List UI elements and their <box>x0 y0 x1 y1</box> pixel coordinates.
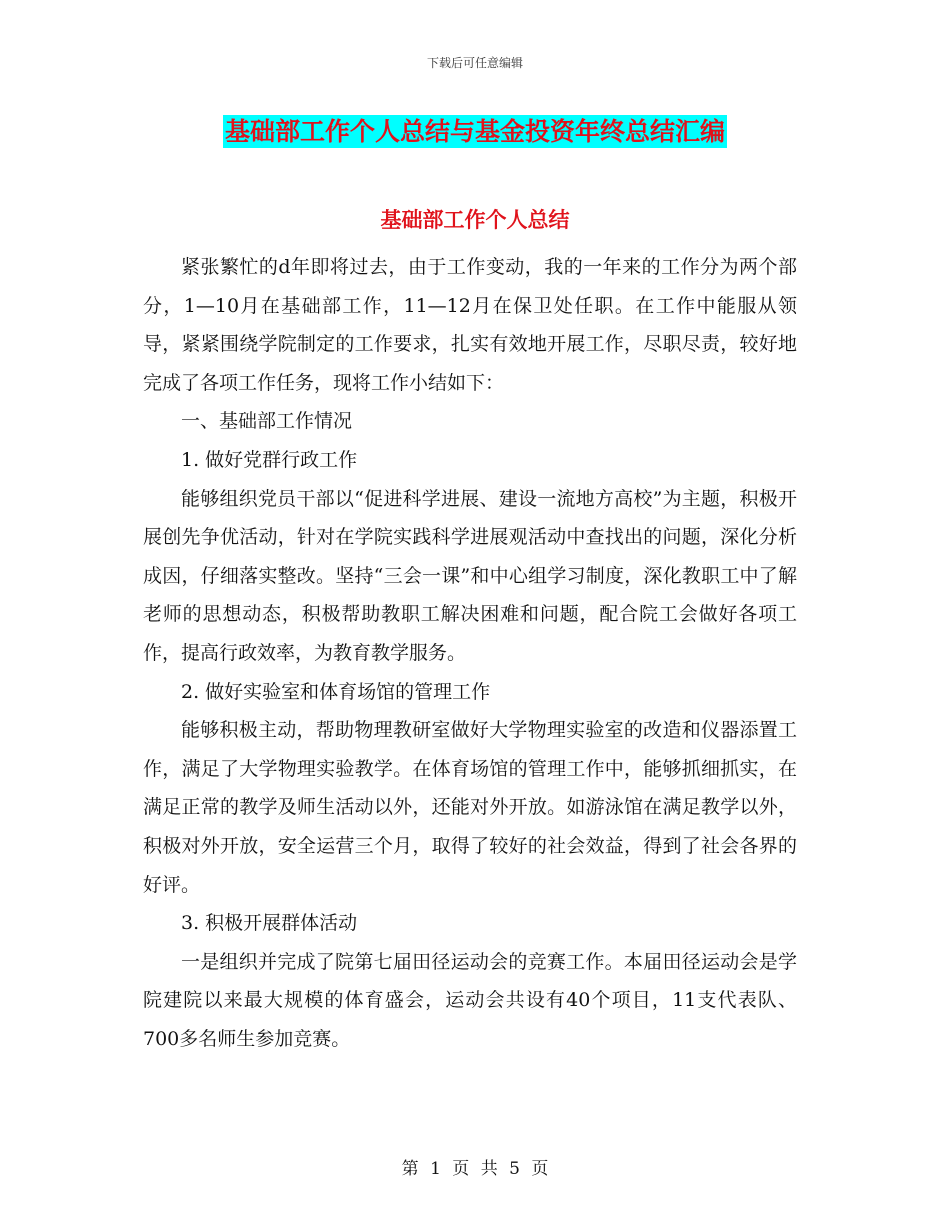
paragraph-intro: 紧张繁忙的d年即将过去，由于工作变动，我的一年来的工作分为两个部分，1—10月在基础部工作，11—12月在保卫处任职。在工作中能服从领导，紧紧围绕学院制定的工作要求，扎实有效地开展工作，尽职尽责，较好地完成了各项工作任务，现将工作小结如下： <box>143 256 797 394</box>
document-body <box>143 248 797 1058</box>
heading-item-3: 3. 积极开展群体活动 <box>181 912 358 935</box>
page-header-note: 下载后可任意编辑 <box>426 56 523 70</box>
paragraph-item-1: 能够组织党员干部以“促进科学进展、建设一流地方高校”为主题，积极开展创先争优活动，针对在学院实践科学进展观活动中查找出的问题，深化分析成因，仔细落实整改。坚持“三会一课”和中心组学习制度，深化教职工中了解老师的思想动态，积极帮助教职工解决困难和问题，配合院工会做好各项工作，提高行政效率，为教育教学服务。 <box>143 487 797 664</box>
heading-item-2: 2. 做好实验室和体育场馆的管理工作 <box>181 680 491 703</box>
paragraph-item-2: 能够积极主动，帮助物理教研室做好大学物理实验室的改造和仪器添置工作，满足了大学物理实验教学。在体育场馆的管理工作中，能够抓细抓实，在满足正常的教学及师生活动以外，还能对外开放。如游泳馆在满足教学以外，积极对外开放，安全运营三个月，取得了较好的社会效益，得到了社会各界的好评。 <box>143 719 797 896</box>
document-title: 基础部工作个人总结与基金投资年终总结汇编 <box>224 117 725 146</box>
heading-item-1: 1. 做好党群行政工作 <box>181 448 358 471</box>
page-footer: 第 1 页 共 5 页 <box>401 1159 549 1179</box>
document-title-block <box>0 112 950 148</box>
heading-section-1: 一、基础部工作情况 <box>181 410 353 433</box>
section-title: 基础部工作个人总结 <box>380 208 570 232</box>
paragraph-item-3: 一是组织并完成了院第七届田径运动会的竞赛工作。本届田径运动会是学院建院以来最大规模的体育盛会，运动会共设有40个项目，11支代表队、700多名师生参加竞赛。 <box>143 950 797 1050</box>
